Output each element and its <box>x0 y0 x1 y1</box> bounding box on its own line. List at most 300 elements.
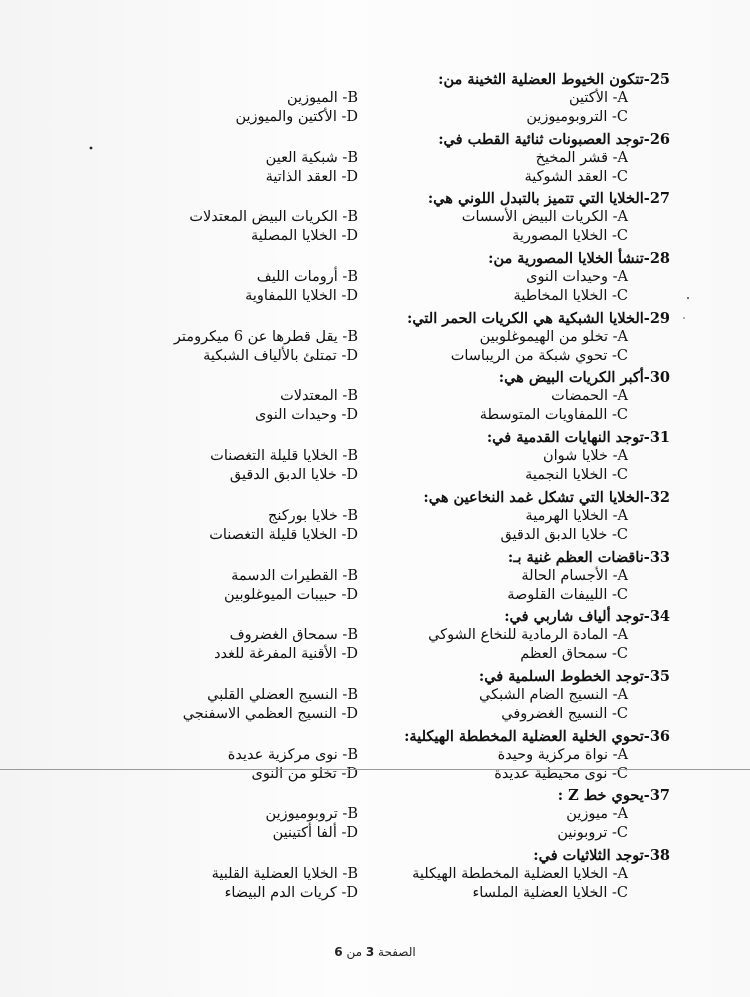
option-letter: D <box>346 705 358 722</box>
option-letter: C <box>616 765 628 782</box>
option-dash: - <box>607 765 617 782</box>
page-footer <box>0 945 750 959</box>
question-dash: - <box>643 488 650 506</box>
option-text: ألفا أكتينين <box>272 825 337 842</box>
option-c <box>472 884 628 903</box>
option-text: أرومات الليف <box>256 269 338 286</box>
question-text: توجد ألياف شاربي في: <box>504 608 644 626</box>
option-d <box>203 347 358 366</box>
option-c <box>557 824 628 843</box>
option-text: وحيدات النوى <box>526 269 608 286</box>
option-a <box>526 268 628 287</box>
option-dash: - <box>336 705 347 722</box>
option-a <box>462 208 628 227</box>
option-b <box>210 447 358 466</box>
option-text: سمحاق العظم <box>520 646 608 663</box>
question-29 <box>0 307 750 367</box>
option-dash: - <box>337 388 348 405</box>
question-stem <box>488 249 670 269</box>
option-b <box>280 387 358 406</box>
option-text: خلايا شوان <box>543 448 608 465</box>
question-number: 35 <box>649 667 670 685</box>
option-d <box>224 586 358 605</box>
option-letter: C <box>616 825 628 842</box>
option-d <box>225 884 358 903</box>
option-dash: - <box>337 149 348 166</box>
question-number: 32 <box>649 488 670 506</box>
option-dash: - <box>607 109 617 125</box>
option-letter: B <box>347 90 358 106</box>
option-dash: - <box>336 646 347 663</box>
option-text: الخلايا المصلية <box>250 228 337 245</box>
question-stem <box>423 488 670 508</box>
option-dash: - <box>608 627 618 644</box>
footer-total-pages: 6 <box>334 945 343 959</box>
question-31 <box>0 426 750 486</box>
option-text: نواة مركزية وحيدة <box>497 746 608 763</box>
question-dash: - <box>643 71 650 88</box>
option-letter: D <box>346 347 358 364</box>
option-dash: - <box>336 407 347 424</box>
option-letter: B <box>347 448 358 465</box>
option-letter: A <box>617 269 628 286</box>
option-dash: - <box>608 269 618 286</box>
option-text: العقد الشوكية <box>524 168 608 185</box>
option-dash: - <box>607 347 617 364</box>
question-dash: - <box>643 727 650 745</box>
question-number: 29 <box>649 309 670 327</box>
question-text: الخلايا التي تتميز بالتبدل اللوني هي: <box>427 190 644 208</box>
option-letter: A <box>617 388 628 405</box>
question-text: توجد العصبونات ثنائية القطب في: <box>438 130 644 148</box>
option-a <box>551 387 628 406</box>
option-letter: A <box>617 567 628 584</box>
option-dash: - <box>607 228 617 245</box>
option-b <box>212 865 358 884</box>
option-letter: A <box>617 149 628 166</box>
option-text: خلايا الدبق الدقيق <box>500 526 608 543</box>
option-text: تروبونين <box>557 825 608 842</box>
question-27 <box>0 187 750 247</box>
option-letter: A <box>617 90 628 106</box>
option-a <box>536 149 628 168</box>
option-text: تحوي شبكة من الريباسات <box>450 347 608 364</box>
option-text: تخلو من النوى <box>251 765 337 782</box>
option-text: الميوزين <box>287 90 338 106</box>
question-text: تحوي الخلية العضلية المخططة الهيكلية: <box>404 727 644 745</box>
question-text: يحوي خط Z : <box>557 787 644 805</box>
question-number: 27 <box>649 190 670 208</box>
option-dash: - <box>608 806 618 823</box>
option-text: النسيج العضلي القلبي <box>207 686 338 703</box>
option-c <box>520 645 628 664</box>
option-text: ميوزين <box>566 806 608 823</box>
question-stem <box>504 607 670 627</box>
option-a <box>525 507 628 526</box>
option-letter: D <box>346 288 358 305</box>
question-number: 31 <box>649 429 670 447</box>
option-letter: D <box>346 825 358 842</box>
option-text: الحمضات <box>551 388 608 405</box>
option-text: حبيبات الميوغلوبين <box>224 586 337 603</box>
option-c <box>451 347 628 366</box>
option-dash: - <box>336 586 347 603</box>
option-letter: C <box>616 884 628 901</box>
question-stem <box>479 667 670 687</box>
question-text: تنشأ الخلايا المصورية من: <box>488 250 644 268</box>
question-stem <box>499 368 670 388</box>
option-dash: - <box>337 448 348 465</box>
option-text: الخلايا المخاطية <box>513 288 608 305</box>
option-text: يقل قطرها عن 6 ميكرومتر <box>173 328 338 345</box>
option-letter: B <box>347 627 358 644</box>
option-a <box>480 328 628 347</box>
option-dash: - <box>336 109 347 125</box>
option-dash: - <box>337 269 348 286</box>
option-c <box>524 168 628 187</box>
option-letter: C <box>616 288 628 305</box>
option-dash: - <box>608 90 618 106</box>
option-text: اللمفاويات المتوسطة <box>479 407 608 424</box>
option-dash: - <box>608 448 618 465</box>
option-letter: B <box>347 149 358 166</box>
option-dash: - <box>337 627 348 644</box>
option-text: تمتلئ بالألياف الشبكية <box>203 347 337 364</box>
question-text: تتكون الخيوط العضلية الثخينة من: <box>438 71 644 88</box>
option-text: خلايا بوركنج <box>267 507 338 524</box>
question-stem <box>533 846 670 866</box>
question-number: 38 <box>649 846 670 864</box>
option-dash: - <box>608 865 618 882</box>
option-dash: - <box>608 209 618 226</box>
question-dash: - <box>643 548 650 566</box>
option-text: الخلايا العضلية المخططة الهيكلية <box>412 865 608 882</box>
question-number: 34 <box>649 608 670 626</box>
option-text: سمحاق الغضروف <box>229 627 338 644</box>
question-stem <box>508 548 670 568</box>
option-dash: - <box>336 168 347 185</box>
option-letter: C <box>616 347 628 364</box>
option-letter: B <box>347 388 358 405</box>
option-letter: B <box>347 328 358 345</box>
option-dash: - <box>337 686 348 703</box>
option-letter: A <box>617 806 628 823</box>
option-dash: - <box>607 705 617 722</box>
option-letter: B <box>347 209 358 226</box>
option-letter: D <box>346 884 358 901</box>
question-stem <box>438 70 670 90</box>
option-letter: D <box>346 228 358 245</box>
option-b <box>266 149 358 168</box>
option-dash: - <box>336 467 347 484</box>
option-text: القطيرات الدسمة <box>231 567 338 584</box>
option-dash: - <box>336 526 347 543</box>
option-dash: - <box>607 168 617 185</box>
option-d <box>235 108 358 127</box>
option-c <box>512 227 628 246</box>
question-number: 25 <box>649 71 670 88</box>
option-letter: D <box>346 109 358 125</box>
option-text: الخلايا العضلية الملساء <box>472 884 608 901</box>
option-dash: - <box>608 686 618 703</box>
question-dash: - <box>643 429 650 447</box>
option-letter: C <box>616 168 628 185</box>
option-text: العقد الذاتية <box>265 168 337 185</box>
question-stem <box>558 786 670 806</box>
option-letter: C <box>616 228 628 245</box>
option-d <box>266 168 358 187</box>
question-dash: - <box>643 250 650 268</box>
option-dash: - <box>607 467 617 484</box>
question-list <box>0 68 750 904</box>
option-dash: - <box>337 865 348 882</box>
option-dash: - <box>608 746 618 763</box>
option-a <box>479 686 628 705</box>
option-text: نوى مركزية عديدة <box>227 746 338 763</box>
option-text: الأكتين <box>569 90 608 106</box>
option-text: النسيج الضام الشبكي <box>479 686 608 703</box>
option-letter: A <box>617 865 628 882</box>
option-letter: D <box>346 765 358 782</box>
question-number: 36 <box>649 727 670 745</box>
option-a <box>569 89 628 108</box>
option-letter: D <box>346 646 358 663</box>
option-dash: - <box>608 567 618 584</box>
option-text: الأجسام الحالة <box>521 567 608 584</box>
option-dash: - <box>337 209 348 226</box>
option-dash: - <box>607 586 617 603</box>
option-b <box>230 626 358 645</box>
option-d <box>273 824 358 843</box>
option-dash: - <box>336 347 347 364</box>
option-b <box>207 686 358 705</box>
option-text: قشر المخيخ <box>535 149 608 166</box>
question-dash: - <box>643 846 650 864</box>
question-25 <box>0 68 750 128</box>
option-dash: - <box>337 90 348 106</box>
question-number: 26 <box>649 130 670 148</box>
question-26 <box>0 128 750 188</box>
footer-label: الصفحة <box>378 945 416 959</box>
question-37 <box>0 784 750 844</box>
option-letter: D <box>346 526 358 543</box>
option-dash: - <box>337 806 348 823</box>
option-d <box>245 287 358 306</box>
option-c <box>514 287 628 306</box>
option-b <box>174 328 358 347</box>
footer-current-page: 3 <box>365 945 375 959</box>
option-b <box>189 208 358 227</box>
option-text: الخلايا المصورية <box>512 228 608 245</box>
option-dash: - <box>607 825 617 842</box>
option-text: الكريات البيض المعتدلات <box>189 209 338 226</box>
option-letter: A <box>617 328 628 345</box>
question-number: 28 <box>649 250 670 268</box>
option-b <box>231 567 358 586</box>
question-stem <box>428 189 670 209</box>
option-text: تروبوميوزين <box>265 806 338 823</box>
question-dash: - <box>643 608 650 626</box>
option-dash: - <box>607 407 617 424</box>
option-letter: B <box>347 686 358 703</box>
option-letter: A <box>617 448 628 465</box>
question-36 <box>0 725 750 785</box>
footer-of: من <box>346 945 363 959</box>
page-crease-line <box>0 769 750 770</box>
option-text: الأقنية المفرغة للغدد <box>214 646 337 663</box>
option-text: اللييفات القلوصة <box>507 586 608 603</box>
question-38 <box>0 844 750 904</box>
question-text: توجد الثلاثيات في: <box>533 846 644 864</box>
question-34 <box>0 605 750 665</box>
option-dash: - <box>608 328 618 345</box>
question-text: توجد الخطوط السلمية في: <box>478 667 644 685</box>
option-b <box>287 89 358 108</box>
option-letter: D <box>346 467 358 484</box>
option-dash: - <box>337 328 348 345</box>
option-dash: - <box>607 288 617 305</box>
option-dash: - <box>337 746 348 763</box>
option-dash: - <box>337 567 348 584</box>
option-dash: - <box>336 825 347 842</box>
option-dash: - <box>608 149 618 166</box>
option-letter: B <box>347 507 358 524</box>
option-a <box>412 865 628 884</box>
option-c <box>494 765 628 784</box>
option-a <box>498 746 628 765</box>
option-text: الخلايا اللمفاوية <box>245 288 337 305</box>
option-text: الخلايا الهرمية <box>525 507 608 524</box>
option-text: شبكية العين <box>265 149 338 166</box>
option-letter: A <box>617 209 628 226</box>
option-letter: B <box>347 269 358 286</box>
option-letter: B <box>347 746 358 763</box>
option-dash: - <box>608 388 618 405</box>
option-dash: - <box>336 884 347 901</box>
question-stem <box>438 130 670 150</box>
option-letter: B <box>347 567 358 584</box>
option-text: الخلايا قليلة التغصنات <box>209 526 337 543</box>
option-letter: A <box>617 627 628 644</box>
option-text: خلايا الدبق الدقيق <box>229 467 337 484</box>
option-text: المعتدلات <box>280 388 338 405</box>
option-text: وحيدات النوى <box>254 407 337 424</box>
question-stem <box>407 309 670 329</box>
question-text: توجد النهايات القدمية في: <box>486 429 644 447</box>
option-b <box>257 268 358 287</box>
question-text: الخلايا التي تشكل غمد النخاعين هي: <box>423 488 644 506</box>
option-c <box>526 108 628 127</box>
question-number: 33 <box>649 548 670 566</box>
option-text: التروبوميوزين <box>526 109 608 125</box>
option-text: الخلايا العضلية القلبية <box>211 865 338 882</box>
option-text: المادة الرمادية للنخاع الشوكي <box>428 627 608 644</box>
option-a <box>566 805 628 824</box>
question-35 <box>0 665 750 725</box>
question-33 <box>0 546 750 606</box>
question-stem <box>487 428 670 448</box>
option-c <box>501 705 628 724</box>
question-dash: - <box>643 667 650 685</box>
option-letter: C <box>616 526 628 543</box>
option-letter: C <box>616 646 628 663</box>
option-text: تخلو من الهيموغلوبين <box>479 328 608 345</box>
option-dash: - <box>336 228 347 245</box>
question-30 <box>0 366 750 426</box>
option-letter: D <box>346 586 358 603</box>
option-dash: - <box>607 884 617 901</box>
option-text: النسيج العظمي الاسفنجي <box>182 705 337 722</box>
option-c <box>525 466 628 485</box>
option-letter: D <box>346 168 358 185</box>
option-a <box>521 567 628 586</box>
question-text: أكبر الكريات البيض هي: <box>498 369 644 387</box>
question-text: الخلايا الشبكية هي الكريات الحمر التي: <box>406 309 644 327</box>
option-letter: C <box>616 467 628 484</box>
option-c <box>480 406 628 425</box>
option-c <box>507 586 628 605</box>
question-dash: - <box>643 130 650 148</box>
option-a <box>543 447 628 466</box>
option-text: نوى محيطية عديدة <box>494 765 608 782</box>
option-text: الخلايا النجمية <box>525 467 608 484</box>
option-a <box>428 626 628 645</box>
option-letter: A <box>617 507 628 524</box>
question-text: ناقضات العظم غنية بـ: <box>507 548 644 566</box>
option-dash: - <box>608 507 618 524</box>
option-d <box>255 406 358 425</box>
question-dash: - <box>643 369 650 387</box>
option-text: الأكتين والميوزين <box>235 109 337 125</box>
question-28 <box>0 247 750 307</box>
option-d <box>230 466 358 485</box>
option-dash: - <box>607 646 617 663</box>
question-32 <box>0 486 750 546</box>
option-letter: B <box>347 806 358 823</box>
option-d <box>183 705 358 724</box>
option-text: النسيج الغضروفي <box>501 705 608 722</box>
option-letter: C <box>616 109 628 125</box>
option-d <box>251 227 358 246</box>
option-letter: C <box>616 705 628 722</box>
option-letter: A <box>617 746 628 763</box>
option-d <box>209 526 358 545</box>
option-dash: - <box>336 765 347 782</box>
option-text: الخلايا قليلة التغصنات <box>210 448 338 465</box>
option-text: كريات الدم البيضاء <box>224 884 337 901</box>
option-dash: - <box>337 507 348 524</box>
question-number: 30 <box>649 369 670 387</box>
option-letter: A <box>617 686 628 703</box>
option-dash: - <box>607 526 617 543</box>
option-d <box>214 645 358 664</box>
question-stem <box>404 727 670 747</box>
option-letter: C <box>616 407 628 424</box>
question-dash: - <box>643 309 650 327</box>
option-b <box>268 507 358 526</box>
option-b <box>266 805 358 824</box>
option-dash: - <box>336 288 347 305</box>
question-number: 37 <box>649 787 670 805</box>
option-c <box>500 526 628 545</box>
question-dash: - <box>643 190 650 208</box>
option-letter: B <box>347 865 358 882</box>
option-d <box>251 765 358 784</box>
option-b <box>228 746 358 765</box>
option-text: الكريات البيض الأسسات <box>461 209 608 226</box>
option-letter: C <box>616 586 628 603</box>
option-letter: D <box>346 407 358 424</box>
